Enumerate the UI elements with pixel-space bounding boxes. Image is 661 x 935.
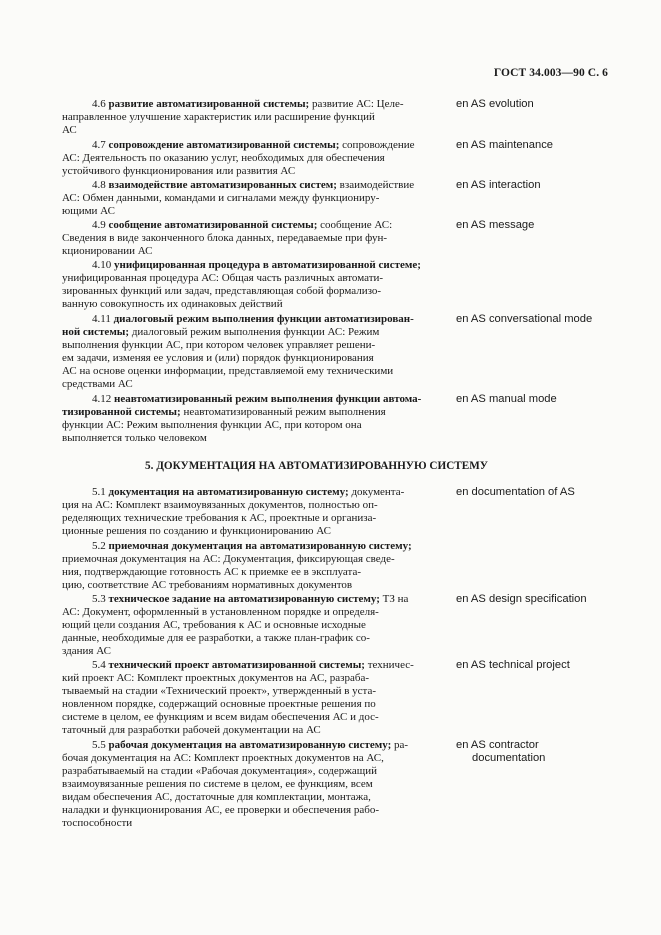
entry-text: 4.11 диалоговый режим выполнения функции автоматизирован- ной системы; диалоговый режим выполнения функции АС: Режим выполнения функции АС, при котором человек управляет решени- ем задачи, изменяя ее условия и (или) порядок функционирования АС на основе оценки информации, представляемой ему техническими средствами АС bbox=[62, 313, 414, 390]
section-title: 5. ДОКУМЕНТАЦИЯ НА АВТОМАТИЗИРОВАННУЮ СИСТЕМУ bbox=[145, 460, 488, 472]
term: неавтоматизированный режим выполнения функции автома- тизированной системы; bbox=[62, 393, 422, 418]
term: диалоговый режим выполнения функции автоматизирован- ной системы; bbox=[62, 313, 414, 338]
entry-text: 4.8 взаимодействие автоматизированных систем; взаимодействие АС: Обмен данными, командами и сигналами между функциониру- ющими АС bbox=[62, 179, 415, 217]
entry-number: 5.2 bbox=[92, 540, 106, 552]
entry-text: 5.5 рабочая документация на автоматизированную систему; ра- бочая документация на АС: Комплект проектных документов на АС, разрабатываемый на стадии «Рабочая документация», содержащий взаимоувязанные решения по системе в целом, ее функциям, всем видам обеспечения АС, достаточные для комплектации, монтажа, наладки и функционирования АС, ее проверки и обеспечения рабо- тоспособности bbox=[62, 739, 409, 829]
entry-text: 4.9 сообщение автоматизированной системы; сообщение АС: Сведения в виде законченного блока данных, передаваемые при фун- кционировании АС bbox=[62, 219, 393, 257]
term: взаимодействие автоматизированных систем; bbox=[108, 179, 337, 191]
entry-number: 5.5 bbox=[92, 739, 106, 751]
entry-text: 4.10 унифицированная процедура в автоматизированной системе; унифицированная процедура АС: Общая часть различных автомати- зированных функций или задач, представляющая собой формализо- ванную совокупность их одинаковых действий bbox=[62, 259, 421, 310]
term: технический проект автоматизированной системы; bbox=[108, 659, 365, 671]
english-equivalent: en AS interaction bbox=[456, 179, 541, 191]
english-equivalent: en AS conversational mode bbox=[456, 313, 593, 325]
entry-text: 5.4 технический проект автоматизированной системы; техничес- кий проект АС: Комплект проектных документов на АС, разраба- тываемый на стадии «Технический проект», утвержденный в уста- новленном порядке, содержащий основные проектные решения по системе в целом, ее функциям и всем видам обеспечения АС и дос- таточный для разработки рабочей документации на АС bbox=[62, 659, 414, 736]
term: документация на автоматизированную систему; bbox=[108, 486, 349, 498]
entry-number: 4.7 bbox=[92, 139, 106, 151]
entry-number: 4.6 bbox=[92, 98, 106, 110]
entry-text: 5.3 техническое задание на автоматизированную систему; ТЗ на АС: Документ, оформленный в установленном порядке и определя- ющий цели создания АС, требования к АС и основные исходные данные, необходимые для ее разработки, а также план-график со- здания АС bbox=[62, 593, 409, 657]
entry-number: 5.1 bbox=[92, 486, 106, 498]
english-equivalent: en AS evolution bbox=[456, 98, 534, 110]
english-equivalent: en AS maintenance bbox=[456, 139, 554, 151]
english-equivalent: en AS manual mode bbox=[456, 393, 557, 405]
term: сообщение автоматизированной системы; bbox=[108, 219, 318, 231]
term: унифицированная процедура в автоматизированной системе; bbox=[114, 259, 421, 271]
entry-number: 4.8 bbox=[92, 179, 106, 191]
entry-text: 5.2 приемочная документация на автоматизированную систему; приемочная документация на АС: Документация, фиксирующая сведе- ния, подтверждающие готовность АС к приемке ее в эксплуата- цию, соответствие АС требованиям нормативных документов bbox=[62, 540, 412, 591]
english-equivalent: en AS design specification bbox=[456, 593, 587, 605]
entry-text: 5.1 документация на автоматизированную систему; документа- ция на АС: Комплект взаимоувязанных документов, полностью оп- ределяющих технические требования к АС, проектные и организа- ционные решения по созданию и функционированию АС bbox=[62, 486, 405, 537]
english-equivalent: en AS technical project bbox=[456, 659, 570, 671]
term: сопровождение автоматизированной системы; bbox=[108, 139, 340, 151]
entry-text: 4.7 сопровождение автоматизированной системы; сопровождение АС: Деятельность по оказанию услуг, необходимых для обеспечения устойчивого функционирования или развития АС bbox=[62, 139, 415, 177]
term: приемочная документация на автоматизированную систему; bbox=[108, 540, 412, 552]
english-equivalent: en AS contractor documentation bbox=[456, 739, 546, 764]
term: рабочая документация на автоматизированную систему; bbox=[108, 739, 392, 751]
entry-number: 4.11 bbox=[92, 313, 111, 325]
term: развитие автоматизированной системы; bbox=[108, 98, 310, 110]
entry-number: 5.3 bbox=[92, 593, 106, 605]
entry-text: 4.12 неавтоматизированный режим выполнения функции автома- тизированной системы; неавтоматизированный режим выполнения функции АС: Режим выполнения функции АС, при котором она выполняется только человеком bbox=[62, 393, 422, 444]
entry-number: 4.9 bbox=[92, 219, 106, 231]
entry-text: 4.6 развитие автоматизированной системы; развитие АС: Целе- направленное улучшение характеристик или расширение функций АС bbox=[62, 98, 404, 136]
entry-number: 4.12 bbox=[92, 393, 112, 405]
english-equivalent: en documentation of AS bbox=[456, 486, 575, 498]
english-equivalent: en AS message bbox=[456, 219, 535, 231]
entry-number: 4.10 bbox=[92, 259, 112, 271]
page-header: ГОСТ 34.003—90 С. 6 bbox=[493, 67, 608, 79]
term: техническое задание на автоматизированную систему; bbox=[108, 593, 380, 605]
entry-number: 5.4 bbox=[92, 659, 106, 671]
